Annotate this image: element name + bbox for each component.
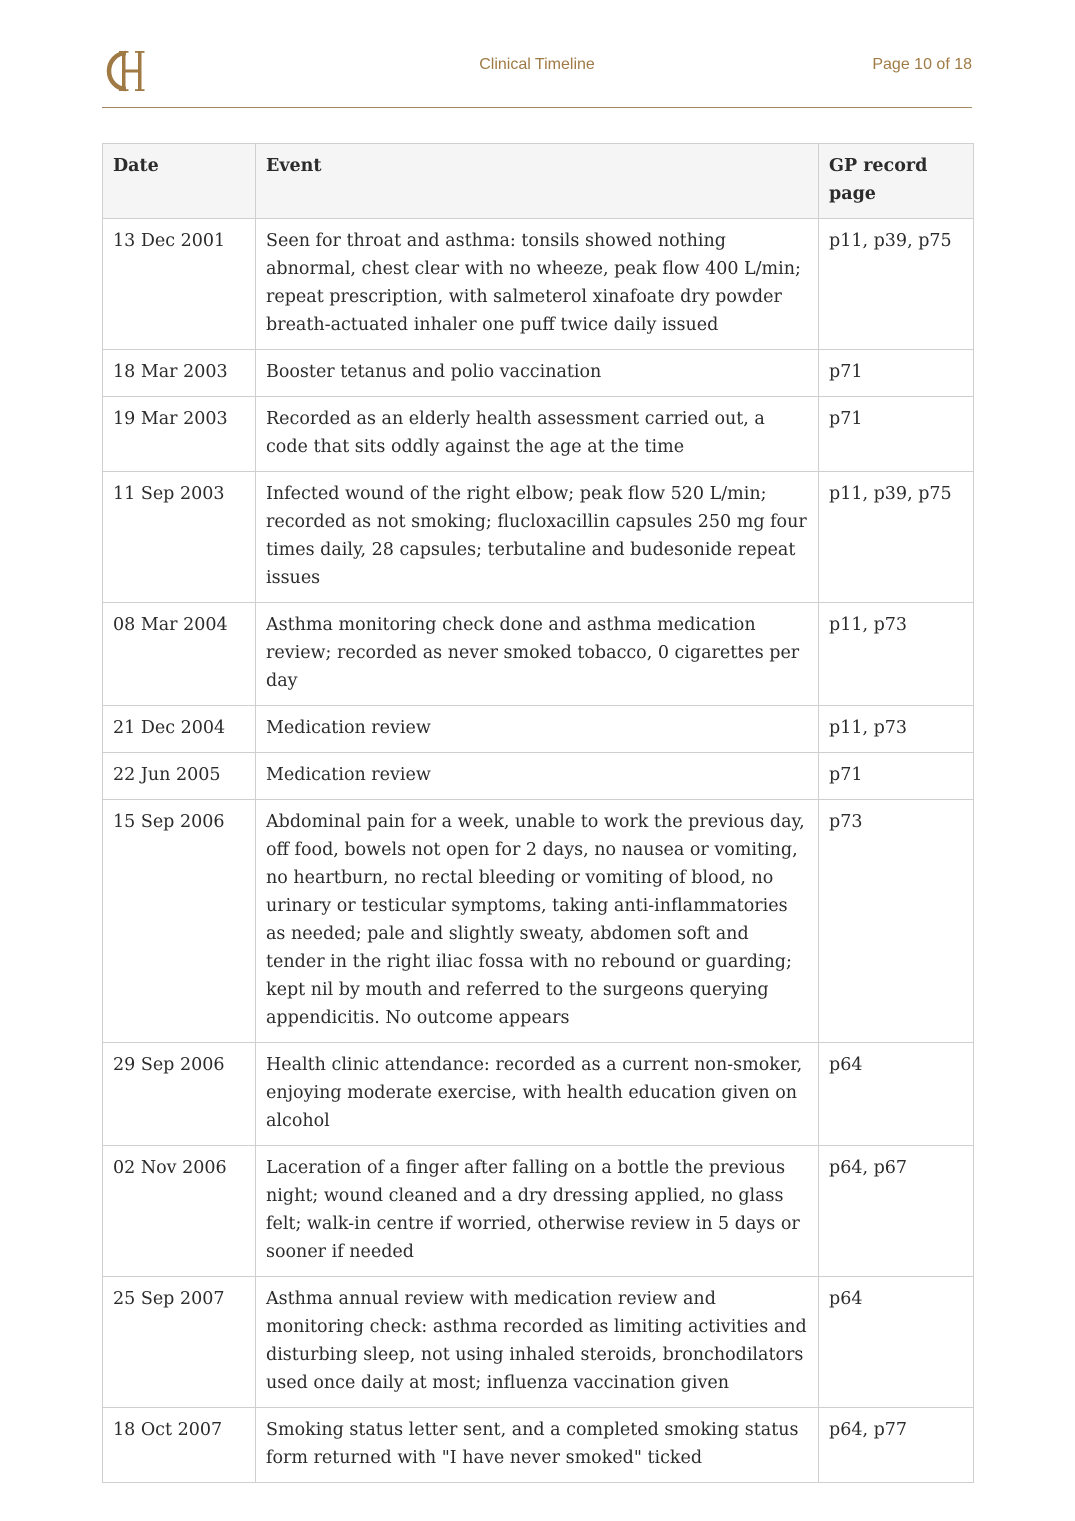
date-cell: 21 Dec 2004 (103, 706, 256, 753)
pages-cell: p73 (819, 800, 974, 1043)
event-cell: Health clinic attendance: recorded as a current non-smoker, enjoying moderate exercise, with health education given on alcohol (256, 1043, 819, 1146)
pages-cell: p64, p67 (819, 1146, 974, 1277)
date-cell: 18 Oct 2007 (103, 1408, 256, 1483)
event-cell: Abdominal pain for a week, unable to work the previous day, off food, bowels not open for 2 days, no nausea or vomiting, no heartburn, no rectal bleeding or vomiting of blood, no urinary or testicular symptoms, taking anti-inflammatories as needed; pale and slightly sweaty, abdomen soft and tender in the right iliac fossa with no rebound or guarding; kept nil by mouth and referred to the surgeons querying appendicitis. No outcome appears (256, 800, 819, 1043)
pages-cell: p71 (819, 397, 974, 472)
table-row (103, 706, 974, 753)
timeline-table (102, 143, 974, 1483)
date-cell: 02 Nov 2006 (103, 1146, 256, 1277)
date-cell: 22 Jun 2005 (103, 753, 256, 800)
event-cell: Asthma monitoring check done and asthma medication review; recorded as never smoked tobacco, 0 cigarettes per day (256, 603, 819, 706)
table-row (103, 472, 974, 603)
event-cell: Recorded as an elderly health assessment carried out, a code that sits oddly against the age at the time (256, 397, 819, 472)
table-row (103, 219, 974, 350)
table-row (103, 1408, 974, 1483)
date-cell: 15 Sep 2006 (103, 800, 256, 1043)
date-cell: 29 Sep 2006 (103, 1043, 256, 1146)
event-cell: Asthma annual review with medication review and monitoring check: asthma recorded as limiting activities and disturbing sleep, not using inhaled steroids, bronchodilators used once daily at most; influenza vaccination given (256, 1277, 819, 1408)
date-cell: 18 Mar 2003 (103, 350, 256, 397)
event-cell: Seen for throat and asthma: tonsils showed nothing abnormal, chest clear with no wheeze, peak flow 400 L/min; repeat prescription, with salmeterol xinafoate dry powder breath-actuated inhaler one puff twice daily issued (256, 219, 819, 350)
pages-cell: p11, p39, p75 (819, 472, 974, 603)
table-row (103, 800, 974, 1043)
table-row (103, 1146, 974, 1277)
event-cell: Infected wound of the right elbow; peak flow 520 L/min; recorded as not smoking; flucloxacillin capsules 250 mg four times daily, 28 capsules; terbutaline and budesonide repeat issues (256, 472, 819, 603)
event-cell: Laceration of a finger after falling on a bottle the previous night; wound cleaned and a dry dressing applied, no glass felt; walk-in centre if worried, otherwise review in 5 days or sooner if needed (256, 1146, 819, 1277)
document-title: Clinical Timeline (479, 56, 595, 73)
column-header-date: Date (103, 144, 256, 219)
page-number: Page 10 of 18 (872, 56, 972, 73)
pages-cell: p71 (819, 753, 974, 800)
page-header (102, 40, 972, 108)
table-row (103, 350, 974, 397)
date-cell: 11 Sep 2003 (103, 472, 256, 603)
pages-cell: p64 (819, 1043, 974, 1146)
date-cell: 19 Mar 2003 (103, 397, 256, 472)
table-row (103, 603, 974, 706)
date-cell: 13 Dec 2001 (103, 219, 256, 350)
event-cell: Booster tetanus and polio vaccination (256, 350, 819, 397)
pages-cell: p11, p73 (819, 603, 974, 706)
date-cell: 08 Mar 2004 (103, 603, 256, 706)
column-header-gp-record-page: GP record page (819, 144, 974, 219)
column-header-event: Event (256, 144, 819, 219)
date-cell: 25 Sep 2007 (103, 1277, 256, 1408)
table-row (103, 397, 974, 472)
table-header-row (103, 144, 974, 219)
event-cell: Medication review (256, 753, 819, 800)
pages-cell: p11, p73 (819, 706, 974, 753)
pages-cell: p64 (819, 1277, 974, 1408)
table-row (103, 753, 974, 800)
table-row (103, 1277, 974, 1408)
pages-cell: p71 (819, 350, 974, 397)
event-cell: Medication review (256, 706, 819, 753)
pages-cell: p11, p39, p75 (819, 219, 974, 350)
pages-cell: p64, p77 (819, 1408, 974, 1483)
event-cell: Smoking status letter sent, and a completed smoking status form returned with "I have never smoked" ticked (256, 1408, 819, 1483)
table-row (103, 1043, 974, 1146)
